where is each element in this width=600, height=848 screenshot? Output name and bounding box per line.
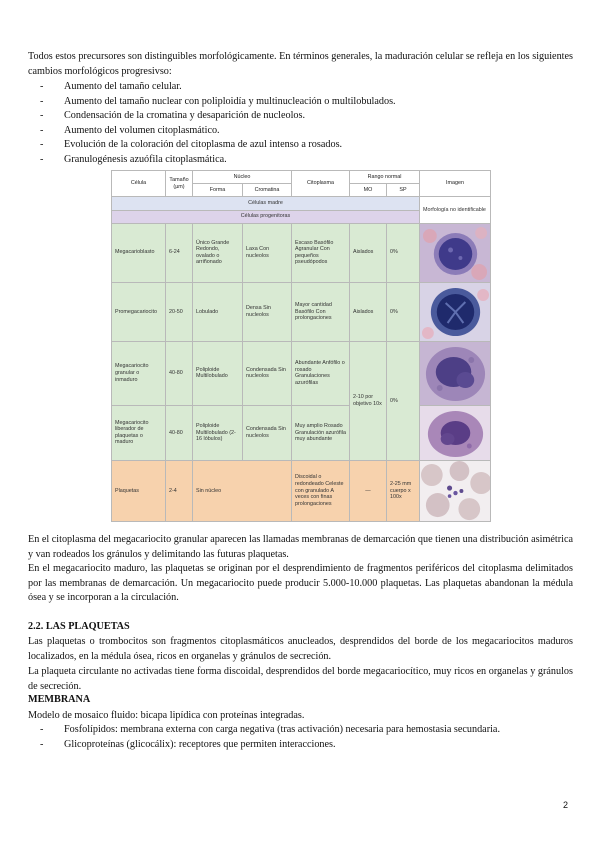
range-sp: 2-25 mm cuerpo x 100x: [387, 460, 420, 521]
platelets-image: [420, 460, 491, 521]
list-item: - Condensación de la cromatina y desaparición de nucleolos.: [40, 110, 306, 122]
paragraph-circulating: La plaqueta circulante no activadas tiene forma discoidal, desprendidos del borde megacariocítico, muy ricos en organelas y gránulos de secreción.: [28, 666, 573, 692]
nucleus-form: Poliploide Multilobulado: [193, 341, 243, 405]
mature-megakaryocyte-image: [420, 405, 491, 460]
header-cell: Célula: [112, 171, 166, 197]
cell-size: 20-50: [166, 282, 193, 341]
header-range: Rango normal: [350, 171, 420, 184]
header-form: Forma: [193, 184, 243, 197]
range-sp: 0%: [387, 282, 420, 341]
header-image: Imagen: [420, 171, 491, 197]
cell-size: 40-80: [166, 341, 193, 405]
range-sp: 0%: [387, 223, 420, 282]
nucleus-form: Único Grande Redondo, ovalado o arriñonado: [193, 223, 243, 282]
header-mo: MO: [350, 184, 387, 197]
page-number: 2: [563, 800, 569, 810]
changes-list: [40, 80, 396, 168]
list-item: - Aumento del tamaño nuclear con poliploidía y multinucleación o multilobulados.: [40, 95, 396, 107]
stem-image-label: Morfología no identificable: [420, 197, 491, 223]
section-title: 2.2. LAS PLAQUETAS: [28, 621, 130, 632]
cell-size: 2-4: [166, 460, 193, 521]
table-row: [112, 405, 491, 460]
stem-cells-row: Células madre: [112, 197, 420, 210]
header-sp: SP: [387, 184, 420, 197]
chromatin: Condensada Sin nucleolos: [243, 405, 292, 460]
paragraph-platelets: Las plaquetas o trombocitos son fragmentos citoplasmáticos anucleados, desprendidos del borde de los megacariocitos maduros localizados, en la médula ósea, ricos en organelas y gránulos de secreción.: [28, 636, 573, 662]
promegakaryocyte-image: [420, 282, 491, 341]
chromatin: Laxa Con nucleolos: [243, 223, 292, 282]
membrane-title: MEMBRANA: [28, 694, 91, 705]
list-item: - Granulogénesis azuófila citoplasmática.: [40, 153, 227, 165]
cytoplasm: Escaso Basófilo Agranular Con pequeños pseudópodos: [292, 223, 350, 282]
chromatin: Densa Sin nucleolos: [243, 282, 292, 341]
list-item: - Aumento del tamaño celular.: [40, 81, 182, 92]
cell-name: Megacariocito liberador de plaquetas o maduro: [112, 405, 166, 460]
range-mo: Aislados: [350, 282, 387, 341]
range-sp-merged: 0%: [387, 341, 420, 460]
cell-name: Megacarioblasto: [112, 223, 166, 282]
range-mo-merged: 2-10 por objetivo 10x: [350, 341, 387, 460]
membrane-list: [40, 723, 500, 752]
header-nucleus: Núcleo: [193, 171, 292, 184]
range-mo: Aislados: [350, 223, 387, 282]
list-item: - Evolución de la coloración del citoplasma de azul intenso a rosados.: [40, 139, 343, 151]
paragraph-mosaic: Modelo de mosaico fluido: bicapa lipídica con proteínas integradas.: [28, 710, 305, 721]
header-size: Tamaño (µm): [166, 171, 193, 197]
paragraph-mature: En el megacariocito maduro, las plaquetas se originan por el desprendimiento de fragmentos periféricos del citoplasma delimitados por las membranas de demarcación. Un megacariocito puede producir 5.000-10.000 plaquetas. Las plaquetas abandonan la médula ósea y se incorporan a la circulación.: [28, 563, 573, 603]
progenitor-cells-row: Células progenitoras: [112, 210, 420, 223]
cytoplasm: Mayor cantidad Basófilo Con prolongaciones: [292, 282, 350, 341]
cytoplasm: Abundante Anfófilo o rosado Granulaciones azurófilas: [292, 341, 350, 405]
nucleus-form: Lobulado: [193, 282, 243, 341]
cytoplasm: Muy amplio Rosado Granulación azurófila muy abundante: [292, 405, 350, 460]
cell-name: Megacariocito granular o inmaduro: [112, 341, 166, 405]
cell-name: Promegacariocito: [112, 282, 166, 341]
intro-paragraph: Todos estos precursores son distinguibles morfológicamente. En términos generales, la maduración celular se refleja en los siguientes cambios morfológicos progresivso:: [28, 51, 573, 77]
chromatin: Condensada Sin nucleolos: [243, 341, 292, 405]
table-row: [112, 282, 491, 341]
cell-size: 40-80: [166, 405, 193, 460]
cytoplasm: Discoidal o redondeado Celeste con granulado A veces con finas prolongaciones: [292, 460, 350, 521]
table-row: [112, 460, 491, 521]
table-row: [112, 223, 491, 282]
list-item: - Aumento del volumen citoplasmático.: [40, 124, 220, 136]
megakaryoblast-image: [420, 223, 491, 282]
nucleus-form: Poliploide Multilobulado (2-16 lóbulos): [193, 405, 243, 460]
header-cytoplasm: Citoplasma: [292, 171, 350, 197]
megakaryocyte-table: [111, 170, 490, 522]
list-item: - Fosfolípidos: membrana externa con carga negativa (tras activación) necesaria para hemostasia secundaria.: [40, 724, 500, 735]
range-mo: —: [350, 460, 387, 521]
nucleus-form: Sin núcleo: [193, 460, 292, 521]
granular-megakaryocyte-image: [420, 341, 491, 405]
list-item: - Glicoproteínas (glicocálix): receptores que permiten interacciones.: [40, 738, 336, 750]
cell-size: 6-24: [166, 223, 193, 282]
table-row: [112, 341, 491, 405]
paragraph-demarcation: En el citoplasma del megacariocito granular aparecen las llamadas membranas de demarcación que tienen una distribución asimétrica y van rodeados los gránulos y delimitando las futuras plaquetas.: [28, 534, 573, 560]
header-chromatin: Cromatina: [243, 184, 292, 197]
cell-name: Plaquetas: [112, 460, 166, 521]
